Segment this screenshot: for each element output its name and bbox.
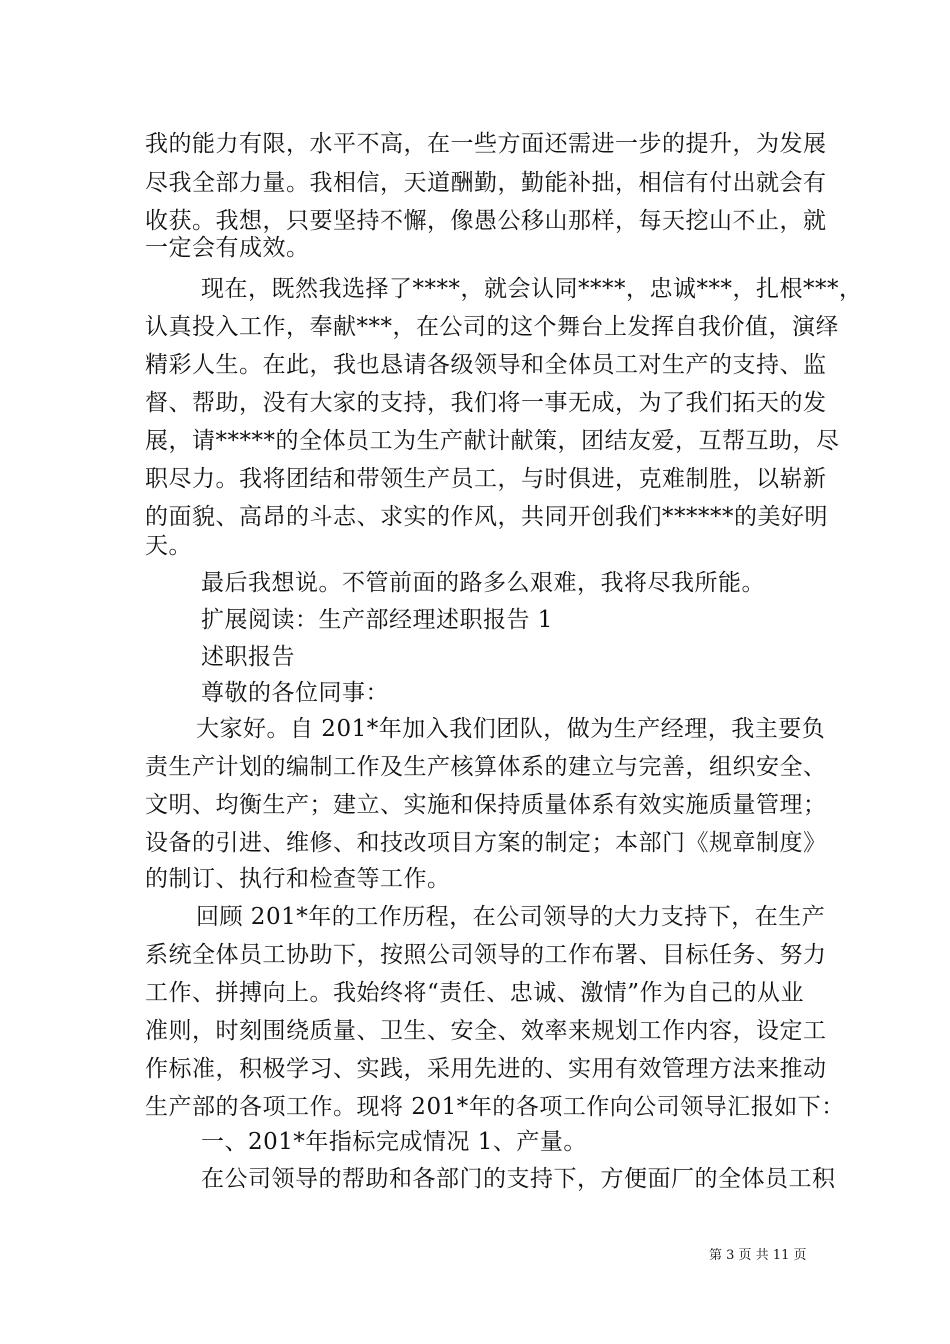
text-line: 一、201*年指标完成情况 1、产量。 <box>201 1129 587 1155</box>
text-line: 督、帮助，没有大家的支持，我们将一事无成，为了我们拓天的发 <box>145 390 827 416</box>
text-line: 生产部的各项工作。现将 201*年的各项工作向公司领导汇报如下： <box>145 1094 845 1120</box>
page-number-footer: 第 3 页 共 11 页 <box>709 1248 807 1263</box>
text-line: 责生产计划的编制工作及生产核算体系的建立与完善，组织安全、 <box>145 754 827 780</box>
text-line: 工作、拼搏向上。我始终将“责任、忠诚、激情”作为自己的从业 <box>145 980 805 1006</box>
text-line: 认真投入工作，奉献***，在公司的这个舞台上发挥自我价值，演绎 <box>145 314 839 340</box>
text-line: 现在，既然我选择了****，就会认同****，忠诚***，扎根***， <box>201 276 863 302</box>
text-line: 最后我想说。不管前面的路多么艰难，我将尽我所能。 <box>201 570 765 596</box>
text-line: 系统全体员工协助下，按照公司领导的工作布署、目标任务、努力 <box>145 942 827 968</box>
text-line: 精彩人生。在此，我也恳请各级领导和全体员工对生产的支持、监 <box>145 352 827 378</box>
text-line: 的面貌、高昂的斗志、求实的作风，共同开创我们******的美好明 <box>145 504 828 530</box>
text-line: 回顾 201*年的工作历程，在公司领导的大力支持下，在生产 <box>196 904 826 930</box>
text-line: 职尽力。我将团结和带领生产员工，与时俱进，克难制胜，以崭新 <box>145 466 827 492</box>
text-line: 述职报告 <box>201 644 295 670</box>
text-line: 尽我全部力量。我相信，天道酬勤，勤能补拙，相信有付出就会有 <box>145 170 827 196</box>
text-line: 天。 <box>145 533 192 559</box>
text-line: 尊敬的各位同事： <box>201 680 389 706</box>
text-line: 展，请*****的全体员工为生产献计献策，团结友爱，互帮互助，尽 <box>145 428 840 454</box>
text-line: 的制订、执行和检查等工作。 <box>145 866 451 892</box>
text-line: 准则，时刻围绕质量、卫生、安全、效率来规划工作内容，设定工 <box>145 1018 827 1044</box>
text-line: 在公司领导的帮助和各部门的支持下，方便面厂的全体员工积 <box>201 1166 836 1192</box>
text-line: 文明、均衡生产；建立、实施和保持质量体系有效实施质量管理； <box>145 792 827 818</box>
text-line: 一定会有成效。 <box>145 235 310 261</box>
text-line: 收获。我想，只要坚持不懈，像愚公移山那样，每天挖山不止，就 <box>145 208 827 234</box>
text-line: 大家好。自 201*年加入我们团队，做为生产经理，我主要负 <box>196 716 826 742</box>
text-line: 作标准，积极学习、实践，采用先进的、实用有效管理方法来推动 <box>145 1056 827 1082</box>
text-line: 扩展阅读：生产部经理述职报告 1 <box>201 607 553 633</box>
text-line: 我的能力有限，水平不高，在一些方面还需进一步的提升，为发展 <box>145 131 827 157</box>
text-line: 设备的引进、维修、和技改项目方案的制定；本部门《规章制度》 <box>145 830 827 856</box>
